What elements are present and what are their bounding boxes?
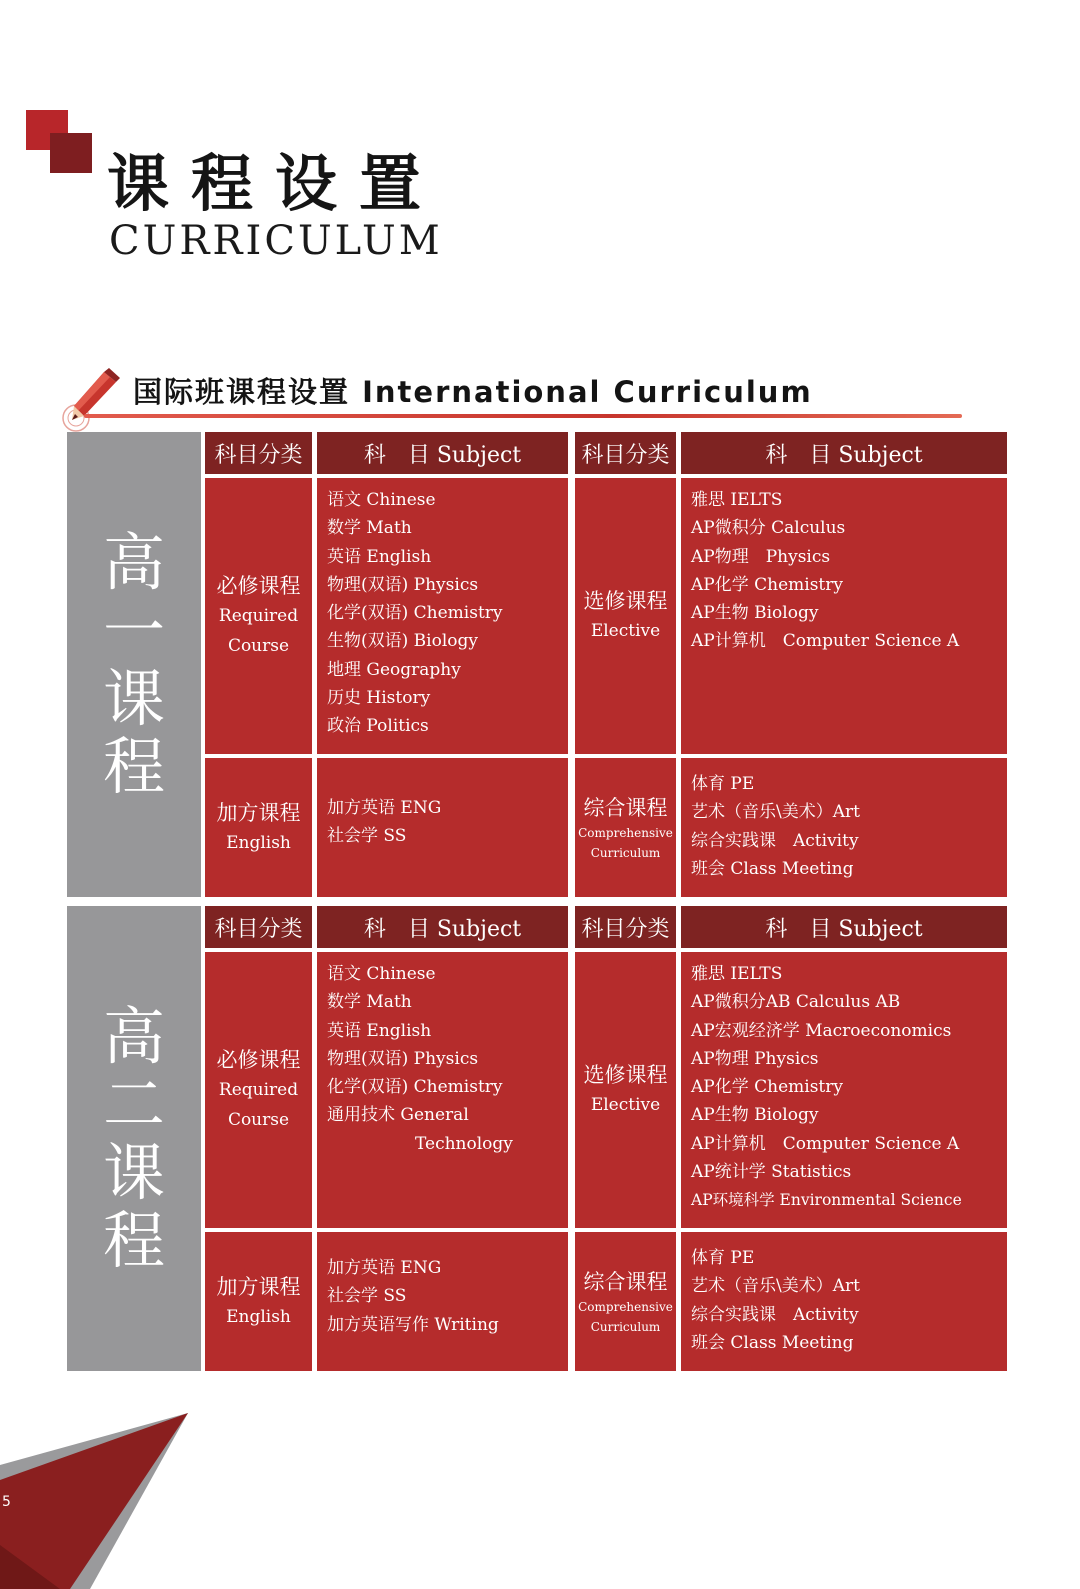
elective-category [575, 952, 676, 1228]
category-en: Course [227, 636, 290, 656]
comprehensive-category [575, 1232, 676, 1371]
header-subject: 科 目 Subject [317, 906, 568, 948]
list-item: AP物理 Physics [691, 546, 831, 567]
header-category: 科目分类 [205, 432, 312, 474]
grade-label-char: 一 [102, 593, 165, 667]
page-title-en: CURRICULUM [109, 218, 443, 264]
list-item: AP宏观经济学 Macroeconomics [691, 1020, 952, 1041]
grade-2-label [67, 906, 201, 1371]
section-title: 国际班课程设置 International Curriculum [133, 375, 813, 409]
list-item: 语文 Chinese [327, 964, 436, 984]
list-item: 综合实践课 Activity [691, 1304, 859, 1325]
list-item: 地理 Geography [327, 659, 461, 680]
list-item: 物理(双语) Physics [327, 574, 479, 595]
list-item: 综合实践课 Activity [691, 830, 859, 851]
category-en: Elective [590, 1095, 661, 1115]
header-subject: 科 目 Subject [681, 432, 1007, 474]
list-item: 雅思 IELTS [691, 490, 783, 510]
list-item: 加方英语写作 Writing [327, 1314, 499, 1335]
list-item: 生物(双语) Biology [327, 631, 478, 652]
list-item: 雅思 IELTS [691, 964, 783, 984]
category-en: English [226, 1306, 291, 1327]
category-cn: 必修课程 [216, 1048, 301, 1072]
list-item: AP微积分AB Calculus AB [691, 992, 901, 1013]
category-cn: 选修课程 [583, 589, 668, 613]
grade-label-char: 课 [102, 1135, 165, 1209]
required-subject-list [317, 478, 568, 754]
list-item: AP物理 Physics [691, 1048, 819, 1069]
list-item: AP生物 Biology [691, 1105, 819, 1126]
required-subject-list [317, 952, 568, 1228]
list-item: AP生物 Biology [691, 603, 819, 624]
grade-label-char: 二 [102, 1067, 165, 1141]
decorative-square-dark [50, 133, 92, 173]
category-en: Required [218, 606, 299, 626]
elective-subject-list [681, 952, 1007, 1228]
list-item: AP环境科学 Environmental Science [691, 1191, 962, 1210]
header-category: 科目分类 [205, 906, 312, 948]
comprehensive-subject-list [681, 758, 1007, 897]
list-item: 数学 Math [327, 518, 412, 539]
list-item: AP化学 Chemistry [691, 574, 843, 595]
list-item: AP计算机 Computer Science A [691, 1133, 960, 1154]
header-category: 科目分类 [575, 432, 676, 474]
list-item: 体育 PE [691, 774, 755, 794]
list-item: 数学 Math [327, 992, 412, 1013]
required-course-category [205, 478, 312, 754]
list-item: AP统计学 Statistics [691, 1162, 852, 1183]
list-item: AP计算机 Computer Science A [691, 631, 960, 652]
pencil-icon [60, 366, 128, 434]
canadian-course-category [205, 758, 312, 897]
canadian-course-category [205, 1232, 312, 1371]
canadian-subject-list [317, 1232, 568, 1371]
grade-label-char: 高 [102, 999, 165, 1073]
category-cn: 加方课程 [216, 800, 301, 825]
list-item: 艺术（音乐\美术）Art [691, 802, 860, 823]
grade-1-block [67, 432, 1007, 897]
list-item: 物理(双语) Physics [327, 1048, 479, 1069]
category-en: Elective [590, 621, 661, 641]
category-cn: 必修课程 [216, 574, 301, 598]
category-en: Course [227, 1110, 290, 1130]
elective-category [575, 478, 676, 754]
grade-label-char: 程 [102, 1203, 165, 1277]
category-cn: 加方课程 [216, 1274, 301, 1299]
category-cn: 选修课程 [583, 1063, 668, 1087]
page-title-cn: 课程设置 [107, 147, 444, 220]
list-item: 班会 Class Meeting [691, 1332, 854, 1353]
grade-1-label [67, 432, 201, 897]
list-item: 历史 History [327, 688, 431, 709]
list-item: Technology [415, 1133, 513, 1154]
list-item: 英语 English [327, 1020, 432, 1041]
list-item: 体育 PE [691, 1248, 755, 1268]
list-item: 通用技术 General [327, 1105, 469, 1126]
corner-decoration [0, 1405, 200, 1589]
list-item: 艺术（音乐\美术）Art [691, 1276, 860, 1297]
grade-label-char: 程 [102, 729, 165, 803]
list-item: 化学(双语) Chemistry [327, 1077, 503, 1098]
list-item: 社会学 SS [327, 826, 407, 847]
list-item: 加方英语 ENG [327, 1258, 442, 1278]
category-cn: 综合课程 [583, 795, 668, 820]
category-en: Curriculum [590, 845, 661, 860]
category-en: Comprehensive [578, 1299, 673, 1314]
list-item: 加方英语 ENG [327, 798, 442, 818]
category-en: Comprehensive [578, 825, 673, 840]
list-item: 化学(双语) Chemistry [327, 603, 503, 624]
list-item: 班会 Class Meeting [691, 858, 854, 879]
list-item: AP化学 Chemistry [691, 1077, 843, 1098]
category-cn: 综合课程 [583, 1269, 668, 1294]
list-item: 政治 Politics [327, 716, 429, 737]
grade-2-block [67, 906, 1007, 1371]
section-underline [84, 414, 962, 418]
header-subject: 科 目 Subject [317, 432, 568, 474]
category-en: Required [218, 1080, 299, 1100]
required-course-category [205, 952, 312, 1228]
list-item: 社会学 SS [327, 1286, 407, 1307]
grade-label-char: 高 [102, 525, 165, 599]
category-en: Curriculum [590, 1319, 661, 1334]
comprehensive-subject-list [681, 1232, 1007, 1371]
grade-label-char: 课 [102, 661, 165, 735]
list-item: 语文 Chinese [327, 490, 436, 510]
header-subject: 科 目 Subject [681, 906, 1007, 948]
list-item: AP微积分 Calculus [691, 518, 846, 539]
elective-subject-list [681, 478, 1007, 754]
page-number: 5 [2, 1494, 11, 1510]
canadian-subject-list [317, 758, 568, 897]
list-item: 英语 English [327, 546, 432, 567]
category-en: English [226, 832, 291, 853]
header-category: 科目分类 [575, 906, 676, 948]
comprehensive-category [575, 758, 676, 897]
